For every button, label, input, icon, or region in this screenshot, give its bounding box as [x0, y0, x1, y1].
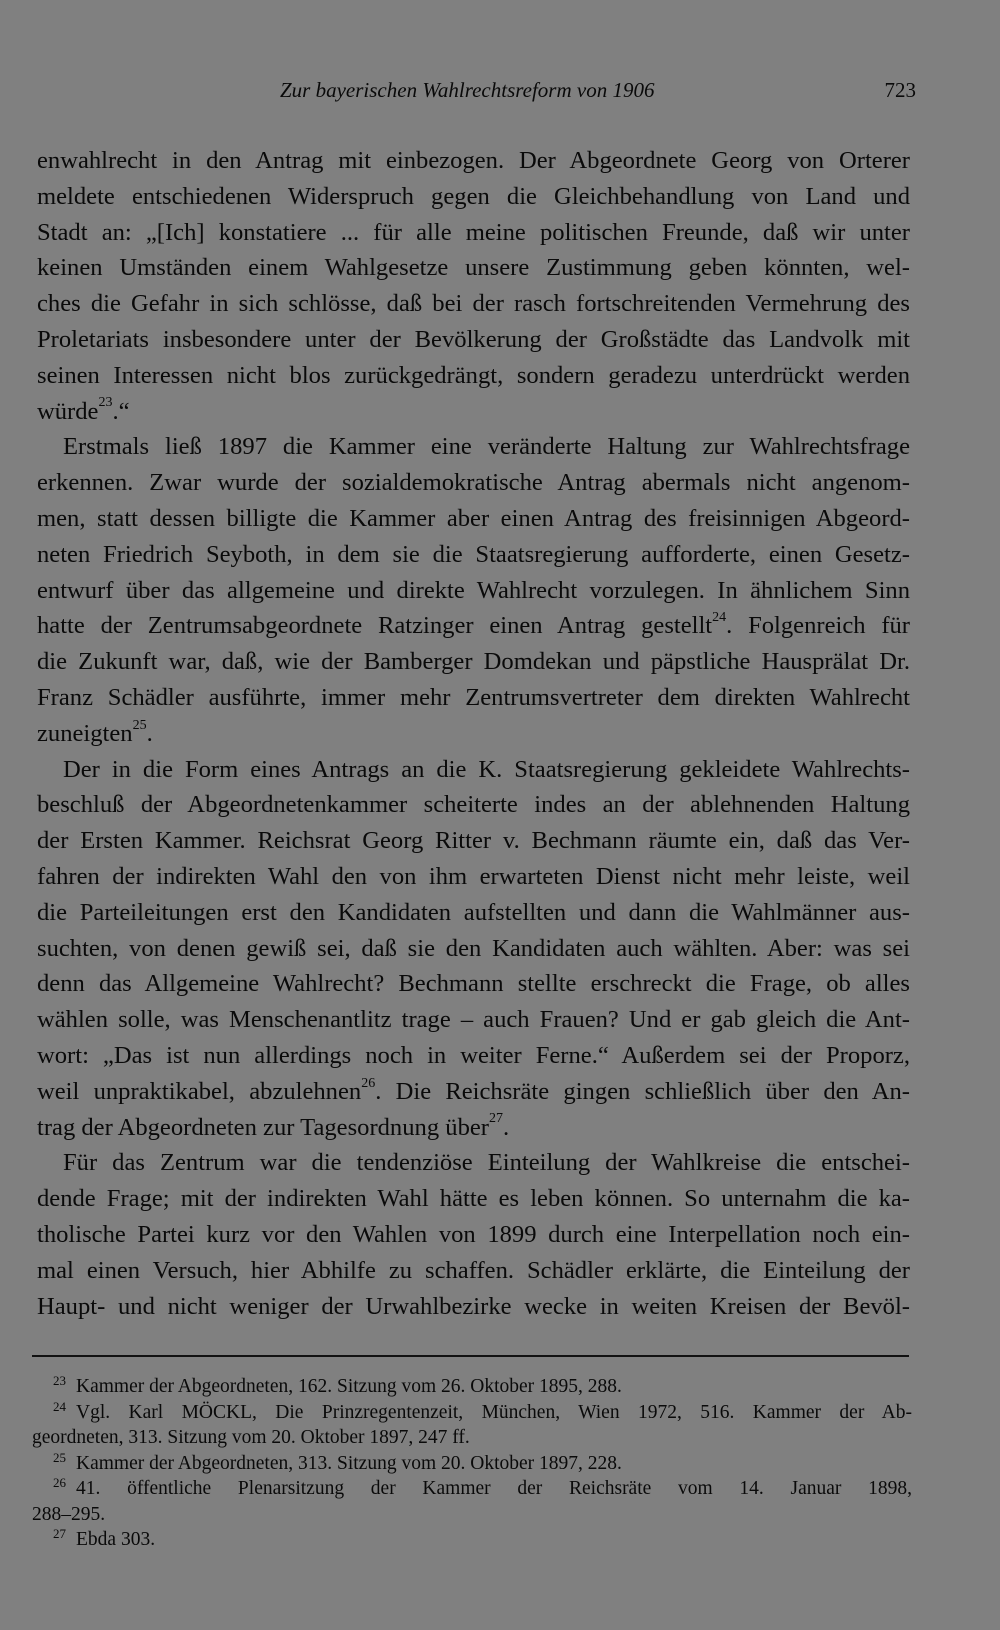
line-text: keinen Umständen einem Wahlgesetze unsere Zustimmung geben könnten, wel- [37, 254, 910, 282]
body-text [37, 143, 910, 1324]
line-text: men, statt dessen billigte die Kammer aber einen Antrag des freisinnigen Abgeord- [37, 504, 910, 532]
text-line [37, 716, 910, 752]
line-text: Haupt- und nicht weniger der Urwahlbezirke wecke in weiten Kreisen der Bevöl- [37, 1292, 910, 1320]
line-text: Franz Schädler ausführte, immer mehr Zentrumsvertreter dem direkten Wahlrecht [37, 683, 910, 711]
text-line [37, 966, 910, 1002]
text-line [37, 322, 910, 358]
footnote-divider [32, 1355, 909, 1357]
line-text: entwurf über das allgemeine und direkte Wahlrecht vorzulegen. In ähnlichem Sinn [37, 576, 910, 604]
line-text: Erstmals ließ 1897 die Kammer eine veränderte Haltung zur Wahlrechtsfrage [63, 433, 910, 461]
footnote-number: 27 [53, 1526, 66, 1541]
footnote-line [32, 1425, 912, 1451]
footnote-line [32, 1451, 912, 1477]
line-text: erkennen. Zwar wurde der sozialdemokratische Antrag abermals nicht angenom- [37, 469, 910, 497]
text-line [37, 1145, 910, 1181]
text-line [37, 644, 910, 680]
line-text-tail: . Die Reichsräte gingen schließlich über den An- [375, 1077, 910, 1105]
line-text-tail: . Folgenreich für [726, 612, 910, 640]
footnote-text: Kammer der Abgeordneten, 162. Sitzung vom 26. Oktober 1895, 288. [76, 1376, 622, 1397]
text-line [37, 859, 910, 895]
footnote-reference: 26 [361, 1075, 376, 1091]
line-text: seinen Interessen nicht blos zurückgedrängt, sondern geradezu unterdrückt werden [37, 361, 910, 389]
line-text: neten Friedrich Seyboth, in dem sie die Staatsregierung aufforderte, einen Gesetz- [37, 540, 910, 568]
footnote-text: Kammer der Abgeordneten, 313. Sitzung vom 20. Oktober 1897, 228. [76, 1452, 622, 1474]
line-text: wort: „Das ist nun allerdings noch in weiter Ferne.“ Außerdem sei der Proporz, [37, 1041, 910, 1069]
text-line [37, 895, 910, 931]
text-line [37, 537, 910, 573]
line-text: fahren der indirekten Wahl den von ihm erwarteten Dienst nicht mehr leiste, weil [37, 862, 910, 890]
text-line [37, 608, 910, 644]
line-text: die Parteileitungen erst den Kandidaten aufstellten und dann die Wahlmänner aus- [37, 898, 910, 926]
footnote-number: 23 [53, 1373, 66, 1388]
footnotes [32, 1374, 912, 1553]
running-title: Zur bayerischen Wahlrechtsreform von 1906 [280, 78, 655, 102]
footnote-text: geordneten, 313. Sitzung vom 20. Oktober 1897, 247 ff. [32, 1427, 470, 1448]
footnote-line [32, 1374, 912, 1400]
footnote-reference: 27 [488, 1111, 503, 1127]
line-text: würde [37, 397, 99, 425]
line-text: meldete entschiedenen Widerspruch gegen die Gleichbehandlung von Land und [37, 182, 910, 210]
footnote-text: 288–295. [32, 1503, 106, 1525]
text-line [37, 573, 910, 609]
text-line [37, 286, 910, 322]
line-text: denn das Allgemeine Wahlrecht? Bechmann stellte erschreckt die Frage, ob alles [37, 970, 910, 998]
footnote-text: Vgl. Karl MÖCKL, Die Prinzregentenzeit, München, Wien 1972, 516. Kammer der Ab- [76, 1401, 912, 1423]
footnote-text: Ebda 303. [76, 1529, 156, 1550]
line-text: enwahlrecht in den Antrag mit einbezogen. Der Abgeordnete Georg von Orterer [37, 147, 910, 174]
line-text: der Ersten Kammer. Reichsrat Georg Ritter v. Bechmann räumte ein, daß das Ver- [37, 827, 910, 855]
footnote-reference: 25 [132, 717, 147, 733]
line-text: tholische Partei kurz vor den Wahlen von 1899 durch eine Interpellation noch ein- [37, 1220, 910, 1248]
text-line [37, 1074, 910, 1110]
page-header [280, 78, 920, 112]
line-text: die Zukunft war, daß, wie der Bamberger Domdekan und päpstliche Hausprälat Dr. [37, 648, 910, 676]
text-line [37, 823, 910, 859]
text-line [37, 931, 910, 967]
text-line [37, 394, 910, 430]
line-text: Stadt an: „[Ich] konstatiere ... für alle meine politischen Freunde, daß wir unter [37, 218, 910, 246]
text-line [37, 429, 910, 465]
text-line [37, 1002, 910, 1038]
footnote-number: 26 [53, 1475, 66, 1490]
line-text: mal einen Versuch, hier Abhilfe zu schaffen. Schädler erklärte, die Einteilung der [37, 1256, 910, 1284]
footnote-number: 25 [53, 1449, 66, 1465]
footnote-reference: 24 [712, 610, 727, 626]
line-text: ches die Gefahr in sich schlösse, daß bei der rasch fortschreitenden Vermehrung des [37, 290, 910, 318]
text-line [37, 215, 910, 251]
footnote-line [32, 1527, 912, 1553]
text-line [37, 1110, 910, 1146]
page-number: 723 [884, 78, 916, 102]
footnote-line [32, 1400, 912, 1426]
line-text: weil unpraktikabel, abzulehnen [37, 1077, 362, 1105]
text-line [37, 1038, 910, 1074]
line-text: zuneigten [37, 719, 133, 747]
text-line [37, 1289, 910, 1325]
text-line [37, 787, 910, 823]
footnote-number: 24 [53, 1398, 66, 1414]
line-text: hatte der Zentrumsabgeordnete Ratzinger einen Antrag gestellt [37, 612, 713, 640]
text-line [37, 179, 910, 215]
text-line [37, 143, 910, 179]
text-line [37, 1253, 910, 1289]
line-text-tail: .“ [112, 397, 130, 425]
footnote-reference: 23 [98, 395, 113, 411]
text-line [37, 752, 910, 788]
line-text-tail: . [502, 1113, 510, 1141]
text-line [37, 680, 910, 716]
text-line [37, 250, 910, 286]
footnote-line [32, 1476, 912, 1502]
line-text: beschluß der Abgeordnetenkammer scheiterte indes an der ablehnenden Haltung [37, 791, 910, 819]
text-line [37, 358, 910, 394]
line-text: dende Frage; mit der indirekten Wahl hätte es leben können. So unternahm die ka- [37, 1185, 910, 1213]
text-line [37, 1181, 910, 1217]
line-text: Proletariats insbesondere unter der Bevölkerung der Großstädte das Landvolk mit [37, 325, 910, 353]
footnote-line [32, 1502, 912, 1528]
text-line [37, 465, 910, 501]
text-line [37, 501, 910, 537]
footnote-text: 41. öffentliche Plenarsitzung der Kammer der Reichsräte vom 14. Januar 1898, [76, 1478, 912, 1499]
line-text: Für das Zentrum war die tendenziöse Einteilung der Wahlkreise die entschei- [63, 1149, 910, 1177]
line-text: Der in die Form eines Antrags an die K. Staatsregierung gekleidete Wahlrechts- [63, 755, 910, 783]
line-text-tail: . [146, 719, 153, 747]
line-text: suchten, von denen gewiß sei, daß sie den Kandidaten auch wählten. Aber: was sei [37, 934, 910, 962]
text-line [37, 1217, 910, 1253]
line-text: trag der Abgeordneten zur Tagesordnung über [37, 1113, 489, 1141]
line-text: wählen solle, was Menschenantlitz trage – auch Frauen? Und er gab gleich die Ant- [37, 1006, 910, 1034]
